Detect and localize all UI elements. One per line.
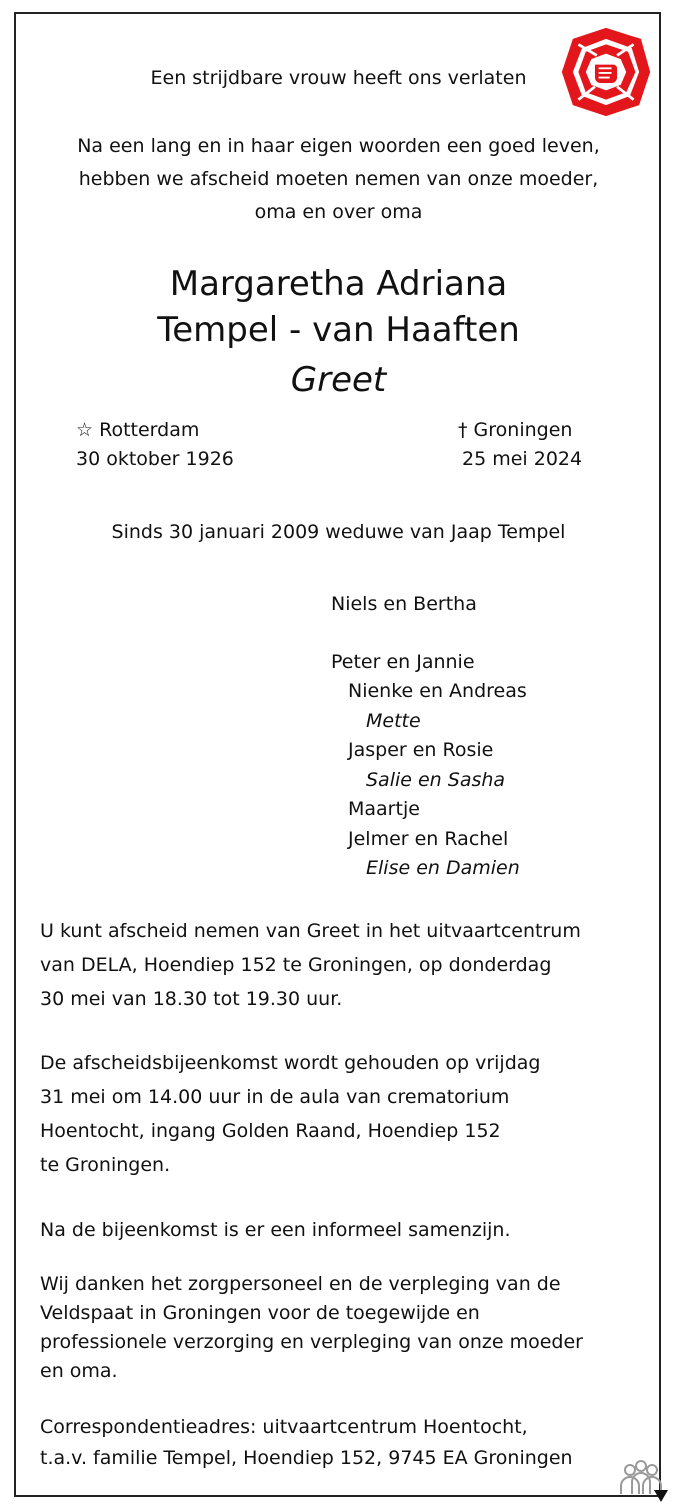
ceremony-line-3: Hoentocht, ingang Golden Raand, Hoendiep 152 <box>40 1120 501 1142</box>
thanks-line-2: Veldspaat in Groningen voor de toegewijde en <box>40 1302 480 1324</box>
intro-line-3: oma en over oma <box>254 201 423 223</box>
ceremony-line-2: 31 mei om 14.00 uur in de aula van crematorium <box>40 1086 510 1108</box>
birth-place: Rotterdam <box>99 419 200 441</box>
address-line-2: t.a.v. familie Tempel, Hoendiep 152, 9745 EA Groningen <box>40 1447 573 1469</box>
visit-line-1: U kunt afscheid nemen van Greet in het uitvaartcentrum <box>40 920 581 942</box>
cross-icon: † <box>458 419 468 441</box>
family-item: Peter en Jannie <box>331 651 475 673</box>
family-item: Jelmer en Rachel <box>348 828 509 850</box>
motto-text: Een strijdbare vrouw heeft ons verlaten <box>150 67 527 89</box>
visit-line-2: van DELA, Hoendiep 152 te Groningen, op donderdag <box>40 954 552 976</box>
down-arrow-icon[interactable] <box>654 1490 668 1502</box>
thanks-line-1: Wij danken het zorgpersoneel en de verpleging van de <box>40 1273 561 1295</box>
family-item: Jasper en Rosie <box>348 739 494 761</box>
death-date: 25 mei 2024 <box>462 448 583 470</box>
ceremony-line-1: De afscheidsbijeenkomst wordt gehouden op vrijdag <box>40 1052 541 1074</box>
visit-line-3: 30 mei van 18.30 tot 19.30 uur. <box>40 988 343 1010</box>
deceased-name-line-2: Tempel - van Haaften <box>157 310 520 350</box>
family-item: Niels en Bertha <box>331 593 477 615</box>
thanks-line-3: professionele verzorging en verpleging van onze moeder <box>40 1331 583 1353</box>
widow-line: Sinds 30 januari 2009 weduwe van Jaap Tempel <box>111 521 566 543</box>
address-line-1: Correspondentieadres: uitvaartcentrum Hoentocht, <box>40 1416 528 1438</box>
deceased-name-line-1: Margaretha Adriana <box>169 264 508 304</box>
family-item: Nienke en Andreas <box>348 680 527 702</box>
birth-date: 30 oktober 1926 <box>76 448 234 470</box>
family-item: Salie en Sasha <box>366 769 506 791</box>
family-item: Mette <box>366 710 421 732</box>
star-icon: ☆ <box>76 419 94 441</box>
thanks-line-4: en oma. <box>40 1360 118 1382</box>
intro-line-1: Na een lang en in haar eigen woorden een goed leven, <box>77 135 600 157</box>
intro-line-2: hebben we afscheid moeten nemen van onze moeder, <box>78 168 599 190</box>
deceased-nickname: Greet <box>290 360 387 400</box>
gathering-line: Na de bijeenkomst is er een informeel samenzijn. <box>40 1219 511 1241</box>
ceremony-line-4: te Groningen. <box>40 1154 171 1176</box>
family-item: Elise en Damien <box>366 857 520 879</box>
family-item: Maartje <box>348 798 420 820</box>
death-place: Groningen <box>473 419 573 441</box>
